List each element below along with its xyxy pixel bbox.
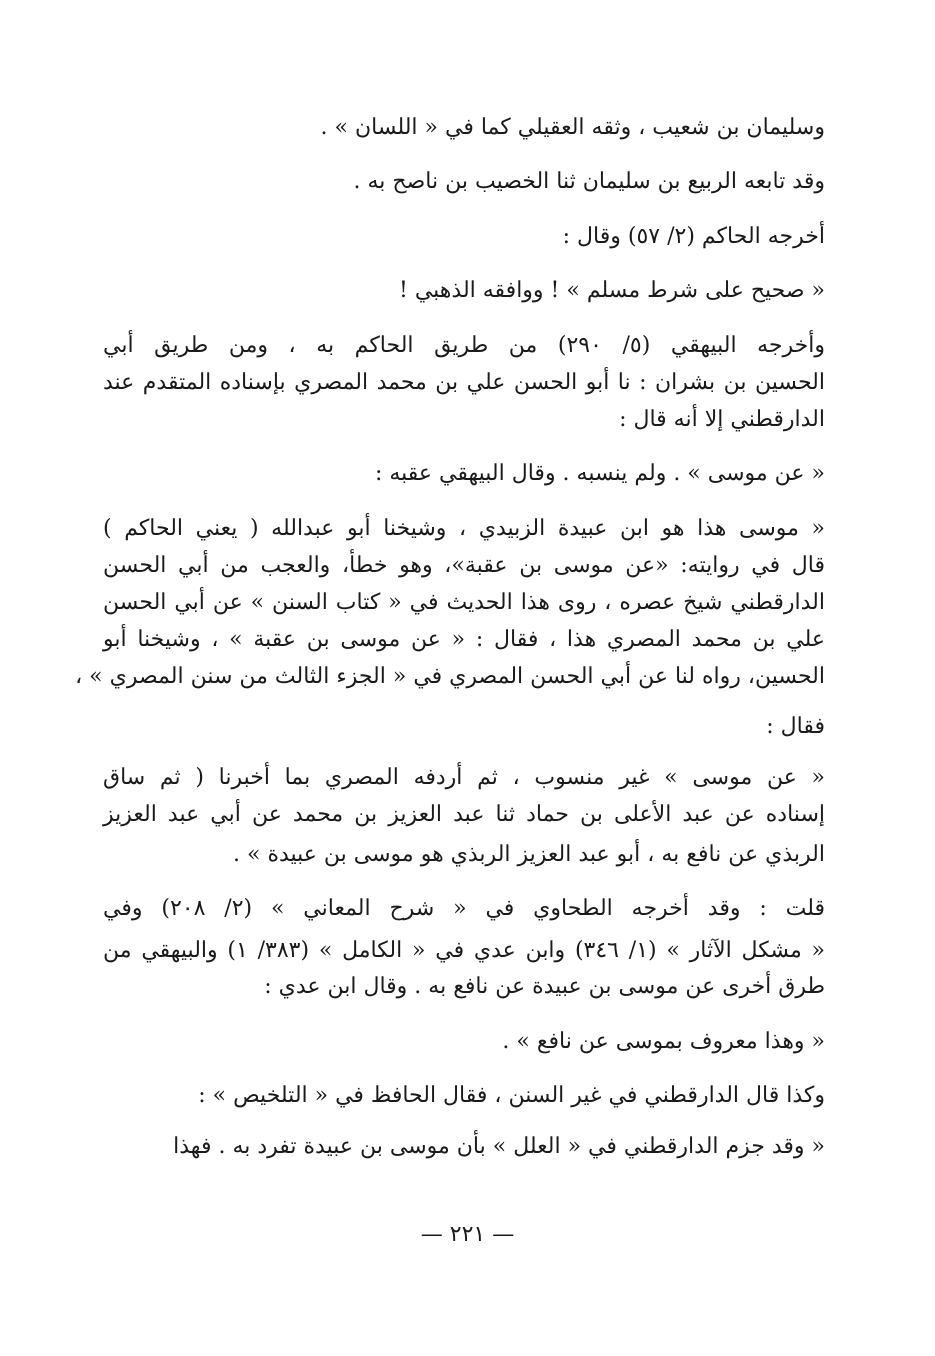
quote-line: الحسين، رواه لنا عن أبي الحسن المصري في « الجزء الثالث من سنن المصري » ،: [75, 664, 825, 689]
quote-line: « عن موسى » غير منسوب ، ثم أردفه المصري بما أخبرنا ( ثم ساق: [103, 765, 825, 790]
quote-line: الربذي عن نافع به ، أبو عبد العزيز الربذي هو موسى بن عبيدة » .: [233, 842, 825, 867]
quote-line: « وقد جزم الدارقطني في « العلل » بأن موسى بن عبيدة تفرد به . فهذا: [173, 1134, 825, 1159]
text-line: الدارقطني إلا أنه قال :: [619, 407, 825, 432]
quote-line: « وهذا معروف بموسى عن نافع » .: [502, 1029, 825, 1054]
quote-line: « عن موسى » . ولم ينسبه . وقال البيهقي عقبه :: [374, 461, 825, 486]
text-line: وأخرجه البيهقي (٥/ ٢٩٠) من طريق الحاكم به ، ومن طريق أبي: [103, 333, 825, 358]
quote-line: علي بن محمد المصري هذا ، فقال : « عن موسى بن عقبة » ، وشيخنا أبو: [103, 627, 825, 652]
quote-line: « صحيح على شرط مسلم » ! ووافقه الذهبي !: [398, 278, 825, 303]
quote-line: فقال :: [766, 714, 825, 739]
text-line: وقد تابعه الربيع بن سليمان ثنا الخصيب بن ناصح به .: [353, 169, 825, 194]
quote-line: إسناده عن عبد الأعلى بن حماد ثنا عبد العزيز بن محمد عن أبي عبد العزيز: [103, 802, 825, 827]
quote-line: « موسى هذا هو ابن عبيدة الزبيدي ، وشيخنا أبو عبدالله ( يعني الحاكم ): [103, 516, 825, 541]
text-line: أخرجه الحاكم (٢/ ٥٧) وقال :: [562, 224, 825, 249]
text-line: « مشكل الآثار » (١/ ٣٤٦) وابن عدي في « الكامل » (٣٨٣/ ١) والبيهقي من: [103, 938, 825, 963]
text-line: الحسين بن بشران : نا أبو الحسن علي بن محمد المصري بإسناده المتقدم عند: [103, 370, 825, 395]
text-line: وكذا قال الدارقطني في غير السنن ، فقال الحافظ في « التلخيص » :: [198, 1083, 825, 1108]
text-line: قلت : وقد أخرجه الطحاوي في « شرح المعاني » (٢/ ٢٠٨) وفي: [103, 896, 826, 921]
quote-line: الدارقطني شيخ عصره ، روى هذا الحديث في « كتاب السنن » عن أبي الحسن: [103, 590, 825, 615]
quote-line: قال في روايته: «عن موسى بن عقبة»، وهو خطأ، والعجب من أبي الحسن: [103, 553, 825, 578]
page-number: — ٢٢١ —: [420, 1222, 515, 1247]
text-line: طرق أخرى عن موسى بن عبيدة عن نافع به . وقال ابن عدي :: [264, 974, 825, 999]
text-line: وسليمان بن شعيب ، وثقه العقيلي كما في « اللسان » .: [320, 115, 825, 140]
